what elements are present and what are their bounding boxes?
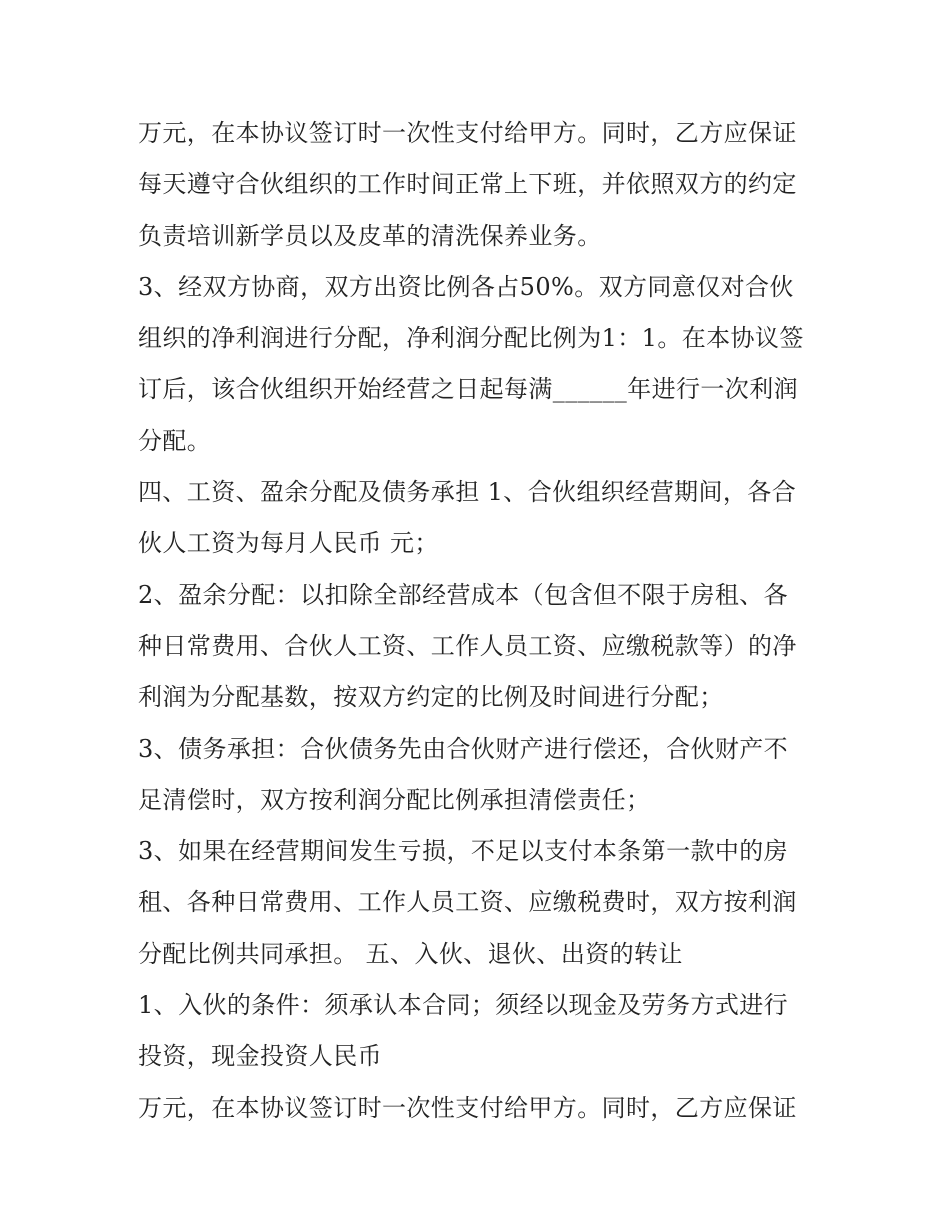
text-line-8: 四、工资、盈余分配及债务承担 1、合伙组织经营期间，各合 <box>138 478 797 507</box>
text-line-18: 1、入伙的条件：须承认本合同；须经以现金及劳务方式进行 <box>138 991 789 1020</box>
text-line-10: 2、盈余分配：以扣除全部经营成本（包含但不限于房租、各 <box>138 580 789 609</box>
text-line-15: 3、如果在经营期间发生亏损，不足以支付本条第一款中的房 <box>138 837 789 866</box>
text-line-1: 万元，在本协议签订时一次性支付给甲方。同时，乙方应保证 <box>138 119 797 147</box>
text-line-12: 利润为分配基数，按双方约定的比例及时间进行分配； <box>138 683 724 712</box>
text-line-16: 租、各种日常费用、工作人员工资、应缴税费时，双方按利润 <box>138 888 797 917</box>
text-line-13: 3、债务承担：合伙债务先由合伙财产进行偿还，合伙财产不 <box>138 734 789 763</box>
text-line-17: 分配比例共同承担。 五、入伙、退伙、出资的转让 <box>138 939 683 968</box>
text-line-6: 订后，该合伙组织开始经营之日起每满______年进行一次利润 <box>138 375 798 404</box>
text-line-9: 伙人工资为每月人民币 元； <box>138 529 439 558</box>
text-line-14: 足清偿时，双方按利润分配比例承担清偿责任； <box>138 785 651 814</box>
text-line-20: 万元，在本协议签订时一次性支付给甲方。同时，乙方应保证 <box>138 1093 797 1122</box>
text-line-2: 每天遵守合伙组织的工作时间正常上下班，并依照双方的约定 <box>138 170 797 199</box>
text-line-11: 种日常费用、合伙人工资、工作人员工资、应缴税款等）的净 <box>138 631 797 660</box>
text-line-3: 负责培训新学员以及皮革的清洗保养业务。 <box>138 221 602 250</box>
text-line-5: 组织的净利润进行分配，净利润分配比例为1：1。在本协议签 <box>138 324 804 353</box>
text-line-4: 3、经双方协商，双方出资比例各占50%。双方同意仅对合伙 <box>138 272 794 301</box>
text-line-7: 分配。 <box>138 426 212 455</box>
document-body <box>138 108 828 1134</box>
text-line-19: 投资，现金投资人民币 <box>138 1042 382 1071</box>
